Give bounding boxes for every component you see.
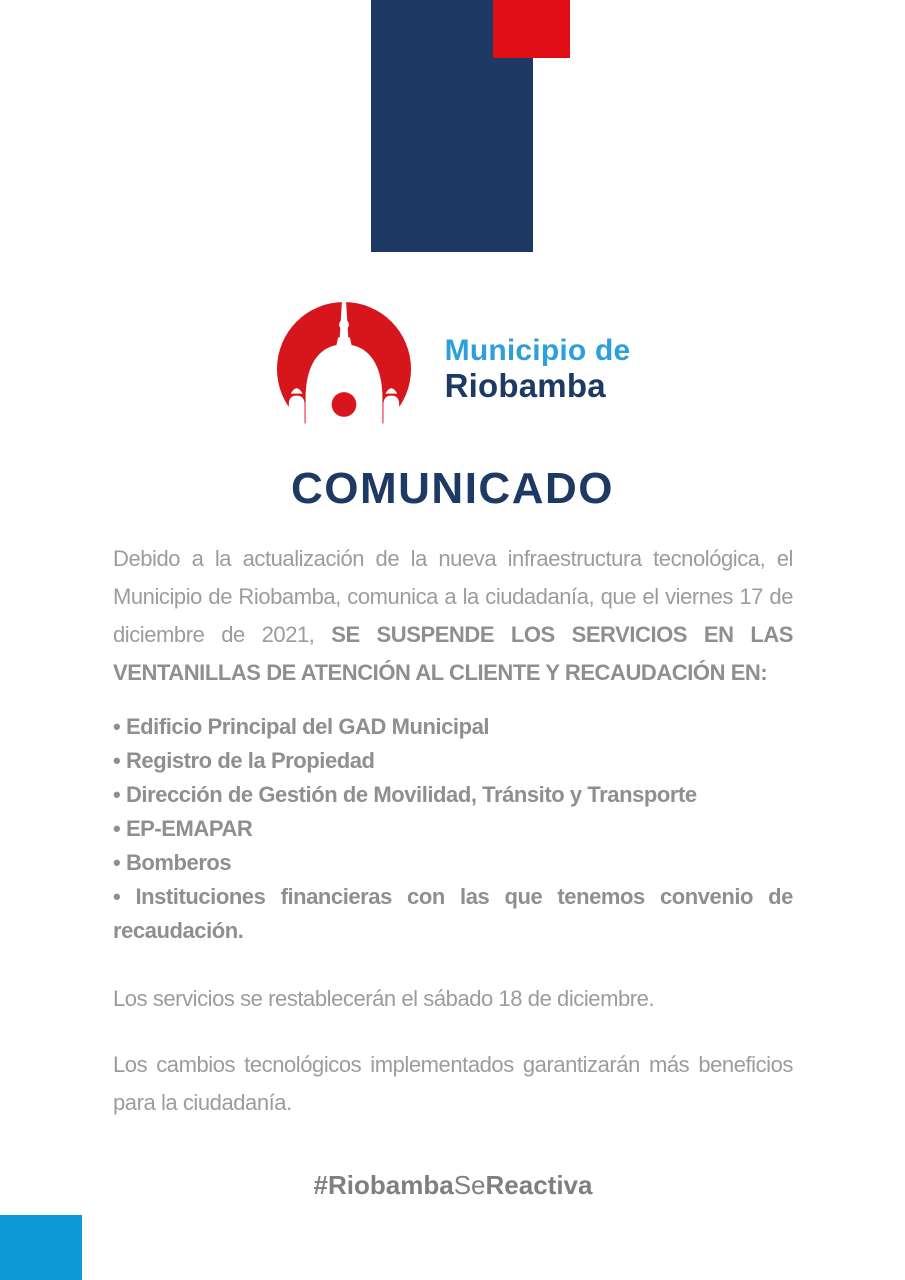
logo-wordmark-line2: Riobamba xyxy=(444,367,606,404)
list-item-label: Edificio Principal del GAD Municipal xyxy=(125,714,490,739)
campaign-hashtag xyxy=(113,1170,793,1201)
list-item xyxy=(113,880,793,948)
bullet-icon: • xyxy=(113,748,121,773)
intro-text-normal: Debido a la actualización de la nueva infraestructura tecnológica, el Municipio de Riobamba, comunica a la ciudadanía, que el viernes 17 de diciembre de 2021, xyxy=(113,546,793,647)
list-item-label: Bomberos xyxy=(125,850,232,875)
announcement-body xyxy=(113,540,793,1201)
list-item-label: EP-EMAPAR xyxy=(125,816,253,841)
list-item-label: Registro de la Propiedad xyxy=(125,748,375,773)
list-item xyxy=(113,846,793,880)
benefits-notice: Los cambios tecnológicos implementados garantizarán más beneficios para la ciudadanía. xyxy=(113,1052,793,1115)
bullet-icon: • xyxy=(113,782,121,807)
bottom-left-accent-square xyxy=(0,1215,82,1280)
list-item xyxy=(113,778,793,812)
bullet-icon: • xyxy=(113,816,121,841)
page-title: COMUNICADO xyxy=(291,464,614,513)
intro-paragraph xyxy=(113,540,793,692)
riobamba-cathedral-dome-icon xyxy=(275,300,413,438)
top-banner-red-accent xyxy=(493,0,570,58)
list-item xyxy=(113,744,793,778)
bullet-icon: • xyxy=(113,884,121,909)
intro-text-bold: SE SUSPENDE LOS SERVICIOS EN LAS VENTANILLAS DE ATENCIÓN AL CLIENTE Y RECAUDACIÓN EN: xyxy=(113,622,794,685)
logo-wordmark xyxy=(445,334,631,404)
bullet-icon: • xyxy=(113,714,121,739)
hashtag-part-bold2: Reactiva xyxy=(485,1170,593,1200)
bullet-icon: • xyxy=(113,850,121,875)
hashtag-part-bold1: #Riobamba xyxy=(313,1170,454,1200)
logo-wordmark-line1: Municipio de xyxy=(444,334,631,367)
list-item-label: Dirección de Gestión de Movilidad, Tránsito y Transporte xyxy=(125,782,697,807)
restore-notice: Los servicios se restablecerán el sábado 18 de diciembre. xyxy=(113,986,655,1011)
hashtag-part-light: Se xyxy=(453,1170,486,1200)
municipality-logo xyxy=(0,300,905,438)
list-item-label: Instituciones financieras con las que tenemos convenio de recaudación. xyxy=(113,884,793,943)
suspended-locations-list xyxy=(113,710,793,948)
list-item xyxy=(113,710,793,744)
list-item xyxy=(113,812,793,846)
